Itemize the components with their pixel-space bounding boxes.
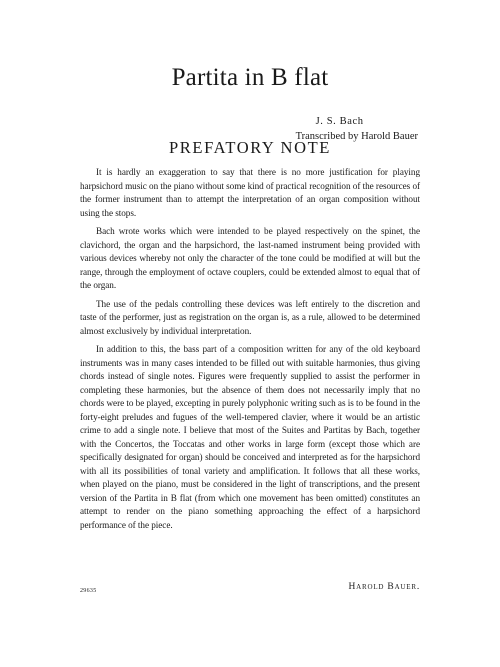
paragraph: In addition to this, the bass part of a composition written for any of the old keyboard instruments was in many cases intended to be filled out with suitable harmonies, thus giving chords instead of single notes. Figures were frequently supplied to assist the performer in completing these harmonies, but the absence of them does not necessarily imply that no chords were to be played, excepting in purely polyphonic writing such as is to be found in the forty-eight preludes and fugues of the well-tempered clavier, where it would be an artistic crime to add a single note. I believe that most of the Suites and Partitas by Bach, together with the Concertos, the Toccatas and other works in large form (except those which are specifically designated for organ) should be conceived and interpreted as for the harpsichord with all its possibilities of tonal variety and amplification. It follows that all these works, when played on the piano, must be considered in the light of transcriptions, and the present version of the Partita in B flat (from which one movement has been omitted) constitutes an attempt to render on the piano something approaching the effect of a harpsichord performance of the piece.: [80, 344, 420, 530]
signature: Harold Bauer.: [348, 582, 420, 592]
section-heading: PREFATORY NOTE: [169, 138, 331, 157]
prefatory-text: [80, 166, 420, 537]
paragraph: The use of the pedals controlling these devices was left entirely to the discretion and taste of the performer, just as registration on the organ is, as a rule, allowed to be determined almost exclusively by individual interpretation.: [80, 298, 420, 336]
paragraph: It is hardly an exaggeration to say that there is no more justification for playing harpsichord music on the piano without some kind of practical recognition of the resources of the former instrument than to attempt the interpretation of an organ composition without using the stops.: [80, 167, 420, 218]
paragraph: Bach wrote works which were intended to be played respectively on the spinet, the clavichord, the organ and the harpsichord, the last-named instrument being provided with various devices whereby not only the character of the tone could be modified at will but the range, through the employment of octave couplers, could be extended almost to equal that of the organ.: [80, 226, 420, 290]
plate-number: 29635: [80, 588, 97, 594]
transcriber-credit: Transcribed by Harold Bauer: [295, 131, 418, 142]
document-title: Partita in B flat: [171, 64, 329, 91]
composer-name: J. S. Bach: [315, 116, 364, 127]
